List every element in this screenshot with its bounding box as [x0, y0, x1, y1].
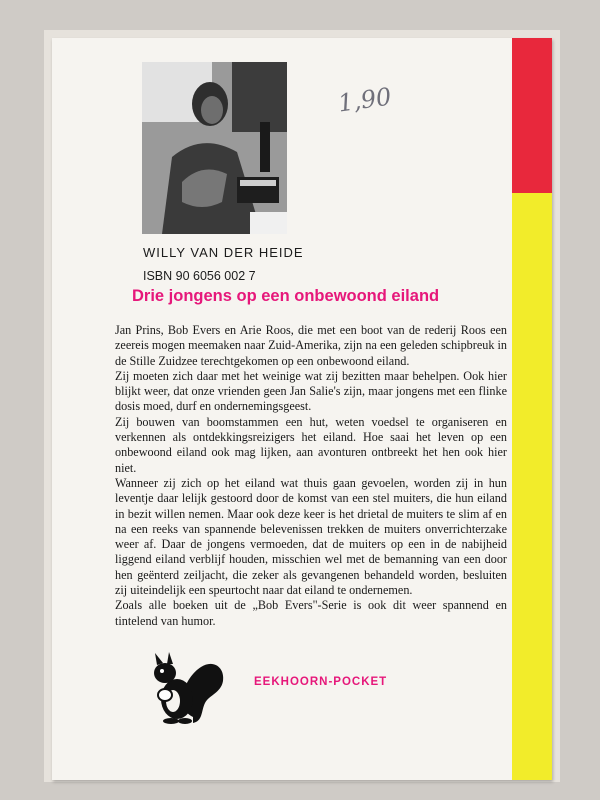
- book-title: Drie jongens op een onbewoond eiland: [132, 287, 440, 305]
- author-photo: [142, 62, 287, 234]
- blurb-paragraph: Zoals alle boeken uit de „Bob Evers"-Serie is ook dit weer spannend en tintelend van humor.: [115, 598, 507, 628]
- blurb-paragraph: Zij bouwen van boomstammen een hut, weten voedsel te organiseren en verkennen als ontdekkingsreizigers het eiland. Hoe saai het leven op een onbewoond eiland ook mag lijken, aan avonturen ontbreekt het hen ook hier niet.: [115, 414, 507, 475]
- author-name: WILLY VAN DER HEIDE: [143, 245, 304, 260]
- blurb-paragraph: Zij moeten zich daar met het weinige wat zij bezitten maar behelpen. Ook hier blijkt weer, dat onze vrienden geen Jan Salie's zijn, maar jongens met een flinke dosis moed, durf en ondernemingsgeest.: [115, 368, 507, 414]
- series-label: EEKHOORN-POCKET: [254, 676, 388, 688]
- spine-yellow-band: [512, 193, 552, 780]
- blurb-text: [115, 323, 507, 629]
- blurb-paragraph: Jan Prins, Bob Evers en Arie Roos, die met een boot van de rederij Roos een zeereis mogen meemaken naar Zuid-Amerika, zijn na een geleden schipbreuk in de Stille Zuidzee terechtgekomen op een onbewoond eiland.: [115, 323, 507, 368]
- squirrel-logo-icon: [143, 637, 227, 729]
- blurb-paragraph: Wanneer zij zich op het eiland wat thuis gaan gevoelen, worden zij in hun leventje daar lelijk gestoord door de komst van een stel muiters, die hun eiland in bezit willen nemen. Maar ook deze keer is het drietal de muiters te slim af en na een reeks van spannende belevenissen trekken de muiters onverrichterzake weer af. Daar de jongens vermoeden, dat de muiters op een in de nabijheid liggend eiland verblijf houden, misschien wel met de bemanning van een door hen geënterd zeiljacht, die zeker als gevangenen behandeld worden, besluiten zij uiteindelijk een speurtocht naar dat eiland te ondernemen.: [115, 475, 507, 598]
- pencil-price-note: 1,90: [336, 82, 394, 118]
- isbn: ISBN 90 6056 002 7: [143, 269, 256, 283]
- spine-red-band: [512, 38, 552, 193]
